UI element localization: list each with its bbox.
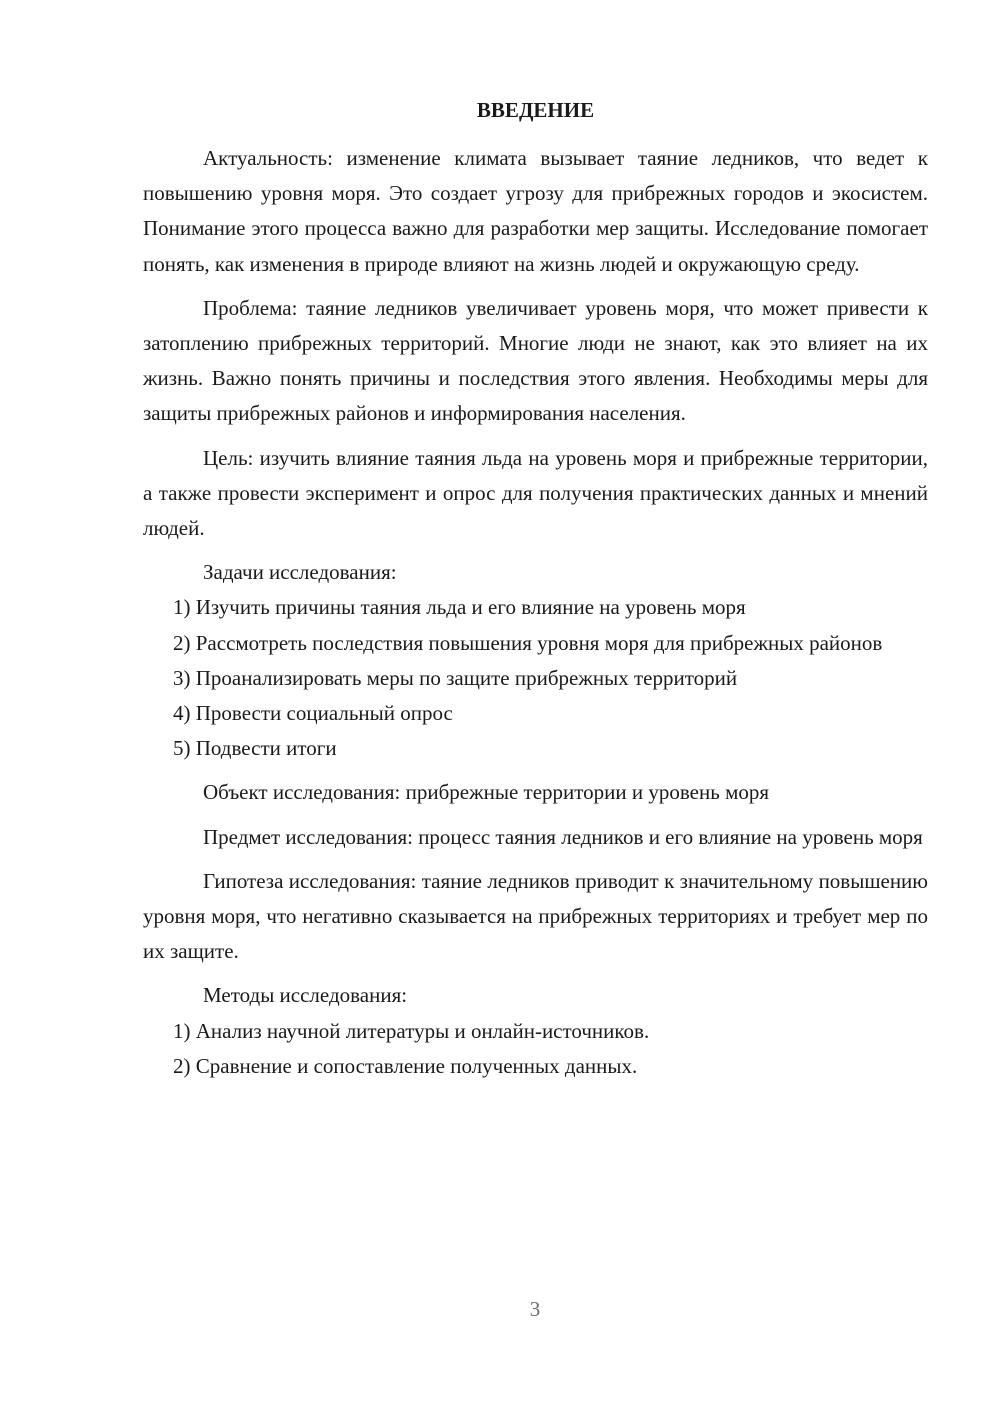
subject-paragraph: Предмет исследования: процесс таяния ледников и его влияние на уровень моря: [203, 824, 923, 849]
document-page: [143, 92, 928, 1084]
page-title: ВВЕДЕНИЕ: [476, 98, 595, 122]
task-item-4: 4) Провести социальный опрос: [173, 701, 453, 726]
task-item-3: 3) Проанализировать меры по защите прибрежных территорий: [173, 665, 738, 690]
task-item-5: 5) Подвести итоги: [173, 736, 337, 761]
hypothesis-paragraph: Гипотеза исследования: таяние ледников приводит к значительному повышению уровня моря, что негативно сказывается на прибрежных территориях и требует мер по их защите.: [143, 868, 928, 964]
goal-paragraph: Цель: изучить влияние таяния льда на уровень моря и прибрежные территории, а также провести эксперимент и опрос для получения практических данных и мнений людей.: [143, 445, 928, 541]
task-item-1: 1) Изучить причины таяния льда и его влияние на уровень моря: [173, 595, 746, 620]
object-paragraph: Объект исследования: прибрежные территории и уровень моря: [203, 780, 770, 805]
methods-heading: Методы исследования:: [203, 983, 408, 1008]
problem-paragraph: Проблема: таяние ледников увеличивает уровень моря, что может привести к затоплению прибрежных территорий. Многие люди не знают, как это влияет на их жизнь. Важно понять причины и последствия этого явления. Необходимы меры для защиты прибрежных районов и информирования населения.: [143, 295, 928, 426]
page-number: 3: [529, 1297, 541, 1321]
relevance-paragraph: Актуальность: изменение климата вызывает таяние ледников, что ведет к повышению уровня моря. Это создает угрозу для прибрежных городов и экосистем. Понимание этого процесса важно для разработки мер защиты. Исследование помогает понять, как изменения в природе влияют на жизнь людей и окружающую среду.: [143, 146, 928, 276]
method-item-1: 1) Анализ научной литературы и онлайн-источников.: [173, 1018, 650, 1043]
method-item-2: 2) Сравнение и сопоставление полученных данных.: [173, 1053, 638, 1078]
task-item-2: 2) Рассмотреть последствия повышения уровня моря для прибрежных районов: [173, 630, 883, 655]
tasks-heading: Задачи исследования:: [203, 560, 397, 585]
